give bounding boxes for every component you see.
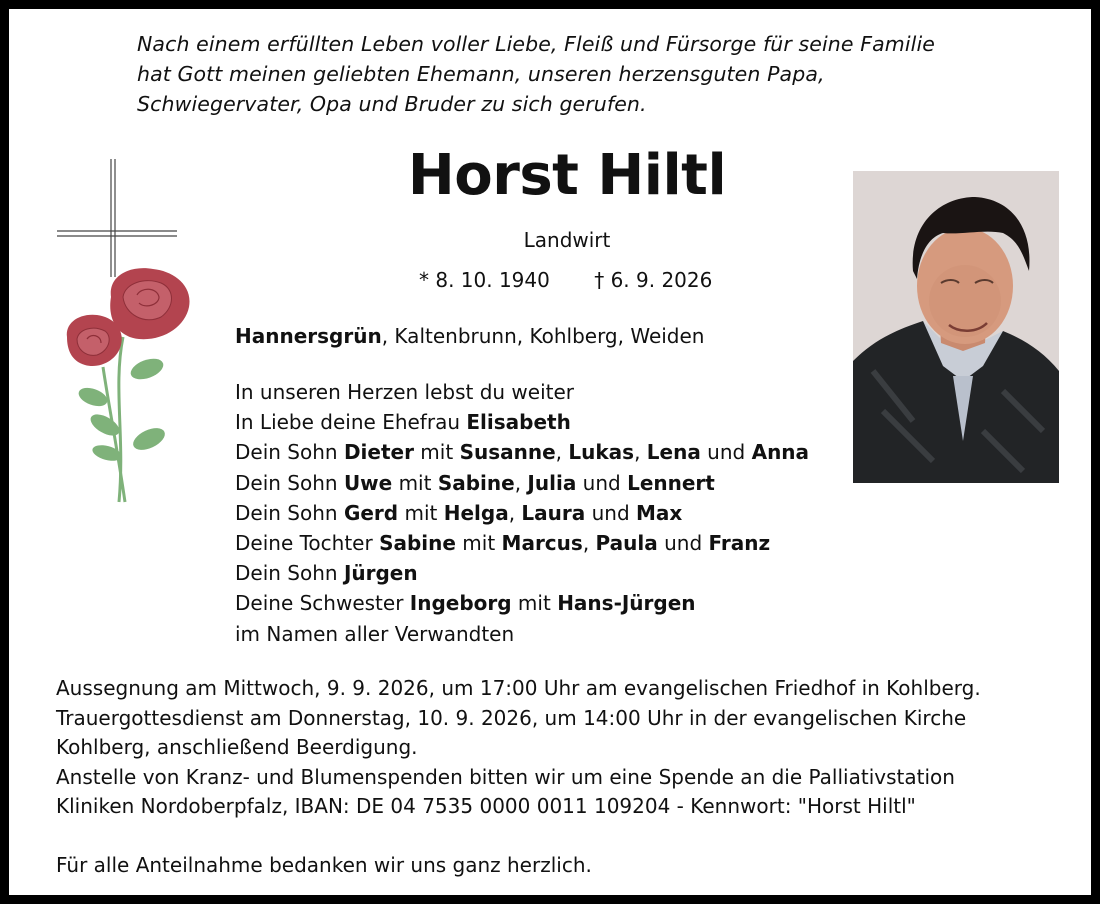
family-text: ,	[634, 440, 647, 465]
family-line	[235, 528, 809, 558]
notice-line: Aussegnung am Mittwoch, 9. 9. 2026, um 17:00 Uhr am evangelischen Friedhof in Kohlberg.	[56, 676, 981, 700]
portrait-illustration	[853, 171, 1059, 483]
family-text: und	[585, 500, 637, 525]
family-text: ,	[508, 500, 522, 525]
rose-icon	[67, 268, 190, 502]
family-line	[235, 498, 809, 528]
family-text: Deine Tochter	[235, 531, 380, 556]
family-line	[235, 437, 809, 467]
family-text: mit	[392, 470, 438, 495]
family-list	[235, 377, 809, 649]
intro-line: hat Gott meinen geliebten Ehemann, unseren herzensguten Papa,	[137, 62, 825, 86]
family-member-name: Franz	[708, 531, 771, 556]
life-dates	[419, 266, 712, 294]
family-text: ,	[555, 440, 569, 465]
family-member-name: Julia	[527, 470, 577, 495]
family-member-name: Dieter	[343, 440, 414, 465]
family-line	[235, 558, 809, 588]
family-member-name: Ingeborg	[409, 591, 512, 616]
family-text: Dein Sohn	[235, 500, 344, 525]
family-member-name: Susanne	[459, 440, 556, 465]
family-text: ,	[514, 470, 528, 495]
places-rest: , Kaltenbrunn, Kohlberg, Weiden	[381, 324, 705, 348]
family-text: Deine Schwester	[235, 591, 410, 616]
family-text: und	[576, 470, 628, 495]
family-member-name: Max	[636, 500, 683, 525]
family-text: In Liebe deine Ehefrau	[235, 410, 467, 435]
family-text: Dein Sohn	[235, 440, 344, 465]
family-member-name: Anna	[751, 440, 810, 465]
intro-line: Nach einem erfüllten Leben voller Liebe, Fleiß und Fürsorge für seine Familie	[137, 32, 935, 56]
family-text: mit	[511, 591, 558, 616]
family-line	[235, 377, 809, 407]
place-bold: Hannersgrün	[235, 324, 382, 348]
notice-line: Trauergottesdienst am Donnerstag, 10. 9. 2026, um 14:00 Uhr in der evangelischen Kirche	[56, 705, 967, 730]
family-member-name: Elisabeth	[466, 410, 571, 435]
funeral-notice	[56, 674, 981, 822]
family-member-name: Uwe	[343, 470, 393, 495]
family-member-name: Jürgen	[343, 561, 418, 586]
intro-line: Schwiegervater, Opa und Bruder zu sich gerufen.	[137, 92, 647, 116]
family-member-name: Lennert	[627, 470, 715, 495]
thanks-line: Für alle Anteilnahme bedanken wir uns ganz herzlich.	[56, 853, 592, 877]
family-member-name: Lena	[646, 440, 701, 465]
notice-line: Anstelle von Kranz- und Blumenspenden bitten wir um eine Spende an die Palliativstation	[56, 764, 955, 789]
cross-icon	[57, 159, 177, 277]
family-line	[235, 468, 809, 498]
family-text: im Namen aller Verwandten	[235, 621, 515, 646]
notice-line: Kohlberg, anschließend Beerdigung.	[56, 735, 418, 759]
family-line	[235, 588, 809, 618]
death-date: † 6. 9. 2026	[594, 268, 713, 292]
places-line	[235, 322, 705, 350]
family-text: mit	[398, 500, 444, 525]
family-text: und	[657, 531, 709, 556]
family-member-name: Sabine	[437, 470, 515, 495]
family-member-name: Lukas	[568, 440, 635, 465]
family-text: Dein Sohn	[235, 470, 344, 495]
intro-text	[137, 29, 935, 119]
cross-and-roses-illustration	[53, 157, 193, 507]
deceased-name: Horst Hiltl	[407, 143, 727, 208]
family-member-name: Paula	[595, 531, 658, 556]
family-member-name: Helga	[443, 500, 509, 525]
notice-line: Kliniken Nordoberpfalz, IBAN: DE 04 7535 0000 0011 109204 - Kennwort: "Horst Hiltl"	[56, 794, 916, 818]
family-text: ,	[582, 531, 596, 556]
family-text: In unseren Herzen lebst du weiter	[235, 380, 575, 404]
portrait-photo	[853, 171, 1059, 483]
deceased-occupation: Landwirt	[523, 228, 611, 252]
family-member-name: Marcus	[501, 531, 583, 556]
family-line	[235, 619, 809, 649]
family-line	[235, 407, 809, 437]
family-text: mit	[413, 440, 460, 465]
family-member-name: Hans-Jürgen	[557, 591, 696, 616]
obituary-card	[9, 9, 1091, 895]
family-text: und	[700, 440, 752, 465]
birth-date: * 8. 10. 1940	[419, 268, 550, 292]
family-text: Dein Sohn	[235, 561, 344, 586]
family-member-name: Gerd	[343, 500, 399, 525]
family-member-name: Laura	[521, 500, 586, 525]
family-text: mit	[455, 531, 502, 556]
family-member-name: Sabine	[379, 531, 456, 556]
